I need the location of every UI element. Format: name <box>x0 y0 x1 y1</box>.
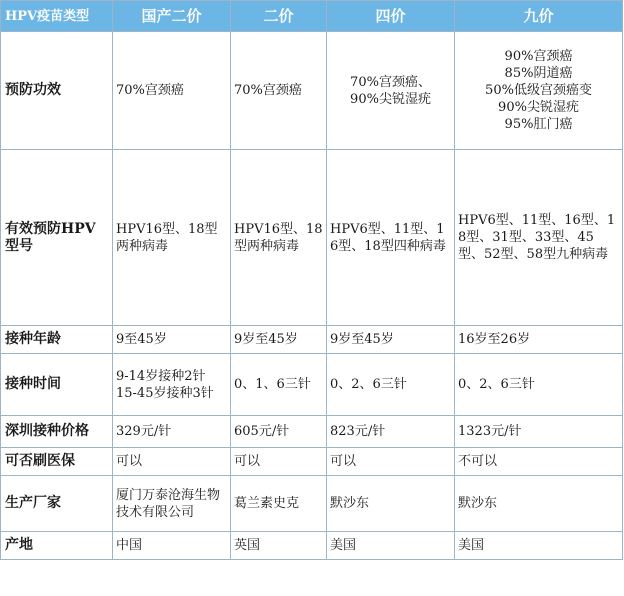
row-label-age: 接种年龄 <box>1 326 113 354</box>
cell-age-domestic-bivalent: 9至45岁 <box>113 326 231 354</box>
schedule-line: 9-14岁接种2针 <box>116 368 206 384</box>
cell-types-quadrivalent: HPV6型、11型、16型、18型四种病毒 <box>327 150 455 326</box>
cell-schedule-domestic-bivalent <box>113 354 231 416</box>
cell-efficacy-bivalent: 70%宫颈癌 <box>231 32 327 150</box>
row-insurance <box>1 448 623 476</box>
row-age <box>1 326 623 354</box>
efficacy-line: 90%宫颈癌 <box>504 49 573 64</box>
efficacy-line: 70%宫颈癌、 <box>350 74 431 90</box>
efficacy-line: 90%尖锐湿疣 <box>350 91 431 107</box>
row-price <box>1 416 623 448</box>
cell-origin-quadrivalent: 美国 <box>327 532 455 560</box>
cell-price-bivalent: 605元/针 <box>231 416 327 448</box>
header-row <box>1 1 623 32</box>
cell-origin-nonavalent: 美国 <box>455 532 623 560</box>
header-corner: HPV疫苗类型 <box>1 1 113 32</box>
row-efficacy <box>1 32 623 150</box>
cell-types-nonavalent: HPV6型、11型、16型、18型、31型、33型、45型、52型、58型九种病毒 <box>455 150 623 326</box>
cell-maker-bivalent: 葛兰素史克 <box>231 476 327 532</box>
row-origin <box>1 532 623 560</box>
cell-types-domestic-bivalent: HPV16型、18型两种病毒 <box>113 150 231 326</box>
schedule-line: 15-45岁接种3针 <box>116 385 214 401</box>
cell-age-bivalent: 9岁至45岁 <box>231 326 327 354</box>
row-schedule <box>1 354 623 416</box>
cell-schedule-nonavalent: 0、2、6三针 <box>455 354 623 416</box>
cell-efficacy-quadrivalent <box>327 32 455 150</box>
cell-insurance-quadrivalent: 可以 <box>327 448 455 476</box>
cell-age-quadrivalent: 9岁至45岁 <box>327 326 455 354</box>
cell-origin-domestic-bivalent: 中国 <box>113 532 231 560</box>
header-nonavalent: 九价 <box>455 1 623 32</box>
cell-price-nonavalent: 1323元/针 <box>455 416 623 448</box>
row-label-types: 有效预防HPV型号 <box>1 150 113 326</box>
row-types <box>1 150 623 326</box>
cell-insurance-domestic-bivalent: 可以 <box>113 448 231 476</box>
row-maker <box>1 476 623 532</box>
cell-age-nonavalent: 16岁至26岁 <box>455 326 623 354</box>
header-bivalent: 二价 <box>231 1 327 32</box>
cell-price-domestic-bivalent: 329元/针 <box>113 416 231 448</box>
header-quadrivalent: 四价 <box>327 1 455 32</box>
cell-efficacy-domestic-bivalent: 70%宫颈癌 <box>113 32 231 150</box>
cell-maker-domestic-bivalent: 厦门万泰沧海生物技术有限公司 <box>113 476 231 532</box>
cell-schedule-bivalent: 0、1、6三针 <box>231 354 327 416</box>
row-label-price: 深圳接种价格 <box>1 416 113 448</box>
row-label-schedule: 接种时间 <box>1 354 113 416</box>
row-label-efficacy: 预防功效 <box>1 32 113 150</box>
cell-maker-quadrivalent: 默沙东 <box>327 476 455 532</box>
cell-maker-nonavalent: 默沙东 <box>455 476 623 532</box>
cell-types-bivalent: HPV16型、18型两种病毒 <box>231 150 327 326</box>
row-label-maker: 生产厂家 <box>1 476 113 532</box>
row-label-origin: 产地 <box>1 532 113 560</box>
efficacy-line: 90%尖锐湿疣 <box>498 100 579 115</box>
cell-insurance-nonavalent: 不可以 <box>455 448 623 476</box>
cell-efficacy-nonavalent <box>455 32 623 150</box>
header-domestic-bivalent: 国产二价 <box>113 1 231 32</box>
cell-origin-bivalent: 英国 <box>231 532 327 560</box>
cell-price-quadrivalent: 823元/针 <box>327 416 455 448</box>
efficacy-line: 85%阴道癌 <box>504 66 573 81</box>
efficacy-line: 95%肛门癌 <box>504 117 573 132</box>
efficacy-line: 50%低级宫颈癌变 <box>485 83 592 98</box>
row-label-insurance: 可否刷医保 <box>1 448 113 476</box>
cell-insurance-bivalent: 可以 <box>231 448 327 476</box>
cell-schedule-quadrivalent: 0、2、6三针 <box>327 354 455 416</box>
